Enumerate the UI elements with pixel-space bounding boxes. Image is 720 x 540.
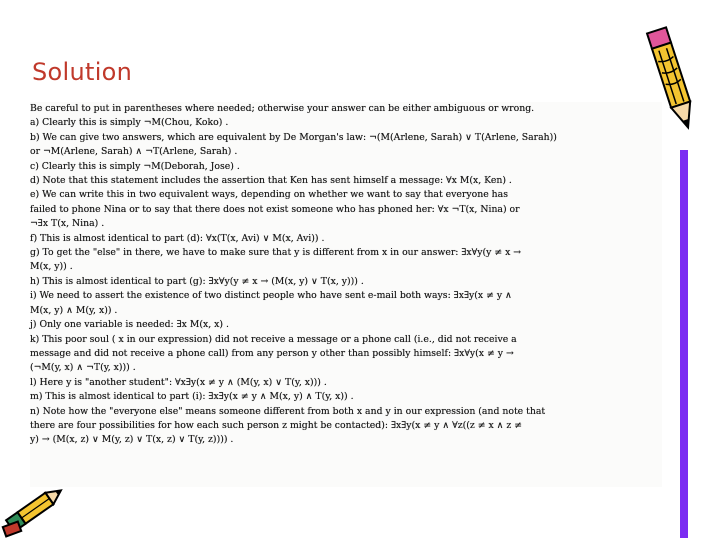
solution-line: g) To get the "else" in there, we have to make sure that y is different from x in our answer: ∃x∀y(y ≠ x → (30, 247, 522, 259)
solution-line: m) This is almost identical to part (i): ∃x∃y(x ≠ y ∧ M(x, y) ∧ T(y, x)) . (30, 391, 354, 403)
solution-line: a) Clearly this is simply ¬M(Chou, Koko) . (30, 117, 229, 129)
solution-line: ¬∃x T(x, Nina) . (30, 218, 105, 230)
solution-line: failed to phone Nina or to say that there does not exist someone who has phoned her: ∀x ¬T(x, Nina) or (30, 203, 520, 215)
solution-line: message and did not receive a phone call) from any person y other than possibly himself: ∃x∀y(x ≠ y → (30, 347, 514, 359)
solution-line: there are four possibilities for how each such person z might be contacted): ∃x∃y(x ≠ y ∧ ∀z((z ≠ x ∧ z ≠ (30, 419, 523, 431)
purple-accent-bar (680, 150, 688, 538)
solution-line: or ¬M(Arlene, Sarah) ∧ ¬T(Arlene, Sarah) . (30, 146, 238, 158)
solution-line: k) This poor soul ( x in our expression) did not receive a message or a phone call (i.e., did not receive a (30, 333, 517, 345)
pencil-clipart-icon (0, 482, 70, 540)
solution-line: M(x, y)) . (30, 261, 73, 273)
solution-line: j) Only one variable is needed: ∃x M(x, x) . (30, 319, 229, 331)
solution-line: b) We can give two answers, which are equivalent by De Morgan's law: ¬(M(Arlene, Sarah) ∨ T(Arlene, Sarah)) (30, 131, 557, 143)
solution-line: Be careful to put in parentheses where needed; otherwise your answer can be either ambiguous or wrong. (30, 103, 535, 114)
solution-line: n) Note how the "everyone else" means someone different from both x and y in our expression (and note that (30, 405, 546, 417)
solution-line: c) Clearly this is simply ¬M(Deborah, Jose) . (30, 160, 240, 172)
scanned-solution-text (30, 102, 662, 487)
solution-line: l) Here y is "another student": ∀x∃y(x ≠ y ∧ (M(y, x) ∨ T(y, x))) . (30, 376, 327, 388)
solution-line: i) We need to assert the existence of two distinct people who have sent e-mail both ways: ∃x∃y(x ≠ y ∧ (30, 290, 512, 302)
solution-line: f) This is almost identical to part (d): ∀x(T(x, Avi) ∨ M(x, Avi)) . (30, 232, 325, 244)
solution-line: M(x, y) ∧ M(y, x)) . (30, 304, 118, 316)
solution-line: d) Note that this statement includes the assertion that Ken has sent himself a message: ∀x M(x, Ken) . (30, 175, 512, 187)
solution-line: (¬M(y, x) ∧ ¬T(y, x))) . (30, 362, 136, 374)
solution-line: y) → (M(x, z) ∨ M(y, z) ∨ T(x, z) ∨ T(y, z)))) . (30, 434, 234, 446)
solution-line: e) We can write this in two equivalent ways, depending on whether we want to say that everyone has (30, 189, 508, 201)
slide-title: Solution (32, 58, 133, 86)
solution-line: h) This is almost identical to part (g): ∃x∀y(y ≠ x → (M(x, y) ∨ T(x, y))) . (30, 275, 364, 287)
